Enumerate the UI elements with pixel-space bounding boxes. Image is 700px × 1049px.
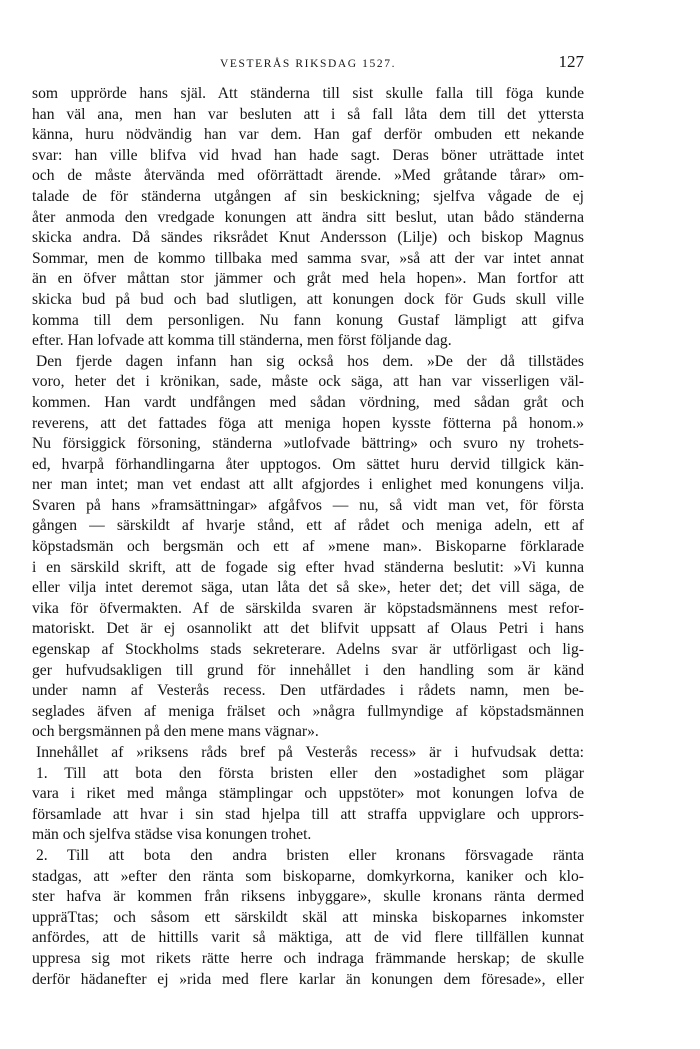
- text-line: män och sjelfva städse visa konungen trohet.: [32, 826, 312, 844]
- text-line: egenskap af Stockholms stads sekreterare. Adelns svar är utförligast och lig-: [32, 641, 584, 659]
- text-line: efter. Han lofvade att komma till ständerna, men först följande dag.: [32, 332, 452, 350]
- text-line: åter anmoda den vredgade konungen att ändra sitt beslut, utan bådo ständerna: [32, 208, 584, 226]
- text-line: känna, huru nödvändig han var dem. Han gaf derför ombuden ett nekande: [32, 126, 584, 144]
- text-line: ner man intet; man vet endast att allt afgjordes i enlighet med konungens vilja.: [32, 476, 584, 494]
- text-line: vara i riket med många stämplingar och uppstöter» mot konungen lofva de: [32, 785, 584, 803]
- text-line: anfördes, att de hittills varit så mäktiga, att de vid flere tillfällen kunnat: [32, 929, 584, 947]
- text-line: ster hafva är kommen från riksens inbyggare», skulle kronans ränta dermed: [32, 888, 584, 906]
- running-head: VESTERÅS RIKSDAG 1527.: [219, 58, 397, 70]
- text-line: reverens, att det fattades föga att meniga hopen kysste fötterna på honom.»: [32, 414, 584, 432]
- text-line: under namn af Vesterås recess. Den utfärdades i rådets namn, men be-: [32, 682, 584, 700]
- text-line: han väl ana, men han var besluten att i så fall låta dem till det yttersta: [32, 105, 584, 123]
- text-line: eller vilja intet deremot säga, utan låta det så ske», heter det; det vill säga, de: [32, 579, 584, 597]
- text-line: talade de för ständerna utgången af sin beskickning; sjelfva vågade de ej: [32, 187, 584, 205]
- text-line: och bergsmännen på den mene mans vägnar».: [32, 723, 319, 741]
- text-line: derför hädanefter ej »rida med flere karlar än konungen dem föresade», eller: [32, 970, 584, 988]
- page-number: 127: [558, 52, 584, 71]
- text-line: 1. Till att bota den första bristen eller den »ostadighet som plägar: [36, 764, 584, 782]
- text-line: seglades äfven af meniga frälset och »några fullmyndige af köpstadsmännen: [32, 702, 584, 720]
- text-line: som upprörde hans själ. Att ständerna till sist skulle falla till föga kunde: [32, 85, 584, 102]
- text-line: komma till dem personligen. Nu fann konung Gustaf lämpligt att gifva: [32, 311, 584, 329]
- text-line: skicka andra. Då sändes riksrådet Knut Andersson (Lilje) och biskop Magnus: [32, 229, 584, 247]
- text-line: Svaren på hans »framsättningar» afgåfvos — nu, så vidt man vet, för första: [32, 496, 584, 514]
- text-line: än en öfver måttan stor jämmer och gråt med hela hopen». Man fortfor att: [32, 270, 584, 288]
- body-text: [32, 84, 584, 990]
- text-line: ger hufvudsakligen till grund för innehållet i den handling som är känd: [32, 661, 584, 679]
- text-line: köpstadsmän och bergsmän och ett af »mene man». Biskoparne förklarade: [32, 538, 584, 556]
- text-line: stadgas, att »efter den ränta som biskoparne, domkyrkorna, kaniker och klo-: [32, 867, 584, 885]
- page-header: [32, 52, 584, 76]
- text-line: och de måste återvända med oförrättadt ärende. »Med gråtande tårar» om-: [32, 167, 584, 185]
- text-line: kommen. Han vardt undfången med sådan vördning, med sådan gråt och: [32, 393, 584, 411]
- text-line: Innehållet af »riksens råds bref på Vesterås recess» är i hufvudsak detta:: [36, 744, 584, 761]
- text-line: Sommar, men de kommo tillbaka med samma svar, »så att der var intet annat: [32, 249, 584, 267]
- text-line: Den fjerde dagen infann han sig också hos dem. »De der då tillstädes: [36, 352, 584, 370]
- text-line: gången — särskildt af hvarje stånd, ett af rådet och meniga adeln, ett af: [32, 517, 584, 535]
- text-line: i en särskild skrift, att de fogade sig efter hvad ständerna beslutit: »Vi kunna: [32, 558, 584, 576]
- text-line: uppräTtas; och såsom ett särskildt skäl att minska biskoparnes inkomster: [32, 908, 584, 926]
- text-line: matoriskt. Det är ej osannolikt att det blifvit uppsatt af Olaus Petri i hans: [32, 620, 584, 638]
- text-line: församlade att hvar i sin stad hjelpa till att straffa uppviglare och upprors-: [32, 805, 584, 823]
- text-line: voro, heter det i krönikan, sade, måste ock säga, att han var visserligen väl-: [32, 373, 584, 391]
- text-line: uppresa sig mot rikets rätte herre och indraga främmande herskap; de skulle: [32, 949, 584, 967]
- text-line: svar: han ville blifva vid hvad han hade sagt. Deras böner uträttade intet: [32, 146, 584, 164]
- text-line: vika för öfvermakten. Af de särskilda svaren är köpstadsmännens mest refor-: [32, 599, 584, 617]
- text-line: 2. Till att bota den andra bristen eller kronans försvagade ränta: [36, 846, 584, 864]
- text-line: ed, hvarpå förhandlingarna åter upptogos. Om sättet huru dervid tillgick kän-: [32, 455, 584, 473]
- text-line: Nu försiggick försoning, ständerna »utlofvade bättring» och svuro ny trohets-: [32, 435, 584, 453]
- text-line: skicka bud på bud och bad slutligen, att konungen dock för Guds skull ville: [32, 290, 584, 308]
